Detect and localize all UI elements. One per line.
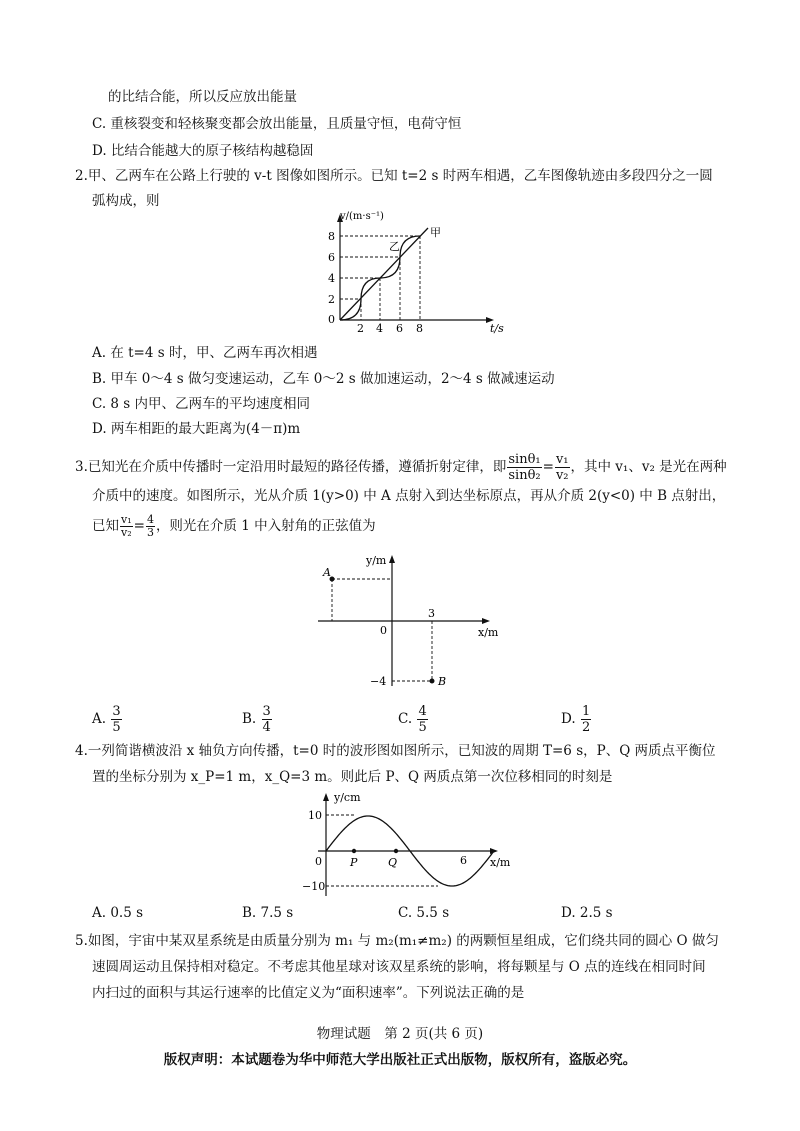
q2-stem-line2: 弧构成，则 (92, 193, 160, 209)
q2-xtick-6: 6 (396, 322, 403, 335)
q3-sin-fraction (507, 452, 541, 483)
q4-ylabel: y/cm (334, 791, 361, 804)
q3-stem-line2: 介质中的速度。如图所示，光从介质 1(y>0) 中 A 点射入到达坐标原点，再从介质 2(y<0) 中 B 点射出， (92, 488, 726, 504)
q2-xtick-2: 2 (357, 322, 364, 335)
q3-label-b: B (438, 675, 447, 688)
q4-number: 4. (75, 743, 88, 759)
q3-y-arrow (389, 555, 395, 563)
q4-x6: 6 (460, 854, 467, 867)
q2-label-yi: 乙 (389, 240, 400, 253)
q3-ratio-value (146, 514, 155, 539)
q2-option-d: D. 两车相距的最大距离为(4－π)m (92, 421, 301, 437)
q3-opt-a-frac (111, 704, 121, 735)
q3-opt-c-den: 5 (418, 720, 427, 735)
q3-opt-c-num: 4 (418, 704, 427, 719)
q3-stem-line1 (75, 452, 727, 483)
q2-option-c: C. 8 s 内甲、乙两车的平均速度相同 (92, 396, 311, 412)
q2-ytick-8: 8 (328, 230, 335, 243)
q3-ratio-den: 3 (146, 526, 154, 539)
q3-opt-b-letter: B. (242, 711, 257, 727)
q2-vt-figure (300, 210, 520, 335)
q2-ylabel: v/(m·s⁻¹) (340, 211, 384, 222)
q4-wave-figure (298, 788, 528, 900)
q5-number: 5. (75, 933, 88, 949)
q3-sin2: sinθ₂ (508, 468, 541, 483)
q4-point-p (352, 849, 356, 853)
q3-v2: v₂ (555, 468, 569, 483)
q2-xtick-8: 8 (416, 322, 423, 335)
q3-stem1b: ，其中 v₁、v₂ 是光在两种 (570, 459, 727, 475)
q2-xtick-4: 4 (376, 322, 383, 335)
q4-stem-line2: 置的坐标分别为 x_P=1 m，x_Q=3 m。则此后 P、Q 两质点第一次位移相同的时刻是 (92, 769, 613, 785)
q3-opt-d-den: 2 (581, 720, 591, 735)
q3-opt-b-frac (262, 704, 272, 735)
q4-stem-line1 (75, 742, 716, 760)
q3-label-a: A (323, 566, 331, 579)
q4-option-c: C. 5.5 s (398, 905, 450, 921)
q3-point-b (430, 679, 435, 684)
q2-xlabel: t/s (490, 322, 504, 335)
q2-ytick-4: 4 (328, 272, 335, 285)
q3-x3: 3 (428, 607, 435, 620)
q4-option-b: B. 7.5 s (242, 905, 294, 921)
q3-option-a (92, 704, 123, 735)
q3-ylabel: y/m (366, 554, 387, 567)
q1-option-d: D. 比结合能越大的原子核结构越稳固 (92, 143, 314, 159)
q3-ratio-num: 4 (146, 513, 154, 526)
q5-stem1: 如图，宇宙中某双星系统是由质量分别为 m₁ 与 m₂(m₁≠m₂) 的两颗恒星组成，它们绕共同的圆心 O 做匀 (87, 933, 719, 949)
q1-continuation: 的比结合能，所以反应放出能量 (108, 89, 297, 105)
q4-stem1: 一列简谐横波沿 x 轴负方向传播，t=0 时的波形图如图所示，已知波的周期 T=6 s，P、Q 两质点平衡位 (87, 743, 716, 759)
q3-opt-c-frac (417, 704, 427, 735)
q3-ym4: −4 (370, 675, 387, 688)
copyright-notice: 版权声明：本试题卷为华中师范大学出版社正式出版物，版权所有，盗版必究。 (163, 1052, 637, 1068)
q3-opt-a-den: 5 (112, 720, 121, 735)
q3-refraction-figure (310, 550, 520, 690)
q4-ym10: −10 (302, 880, 326, 893)
q2-origin: 0 (328, 313, 335, 326)
q2-option-b: B. 甲车 0～4 s 做匀变速运动，乙车 0～2 s 做加速运动，2～4 s 做减速运动 (92, 371, 555, 387)
q3-opt-c-letter: C. (398, 711, 413, 727)
q2-stem1: 甲、乙两车在公路上行驶的 v-t 图像如图所示。已知 t=2 s 时两车相遇，乙车图像轨迹由多段四分之一圆 (87, 168, 713, 184)
q3-stem3b: ，则光在介质 1 中入射角的正弦值为 (155, 518, 376, 534)
q3-stem1a: 已知光在介质中传播时一定沿用时最短的路径传播，遵循折射定律，即 (87, 459, 507, 475)
q3-opt-d-frac (581, 704, 591, 735)
q3-ratio-fraction (120, 514, 133, 539)
q2-line-jia (340, 228, 428, 320)
q5-stem-line1 (75, 932, 719, 950)
q4-xlabel: x/m (490, 856, 511, 869)
q3-opt-d-num: 1 (581, 704, 591, 719)
q3-xlabel: x/m (478, 626, 499, 639)
q3-opt-b-den: 4 (262, 720, 271, 735)
q4-option-a: A. 0.5 s (92, 905, 144, 921)
q3-option-d (561, 704, 592, 735)
q3-stem-line3: 已知 $\frac{\text{v₁}}{\text{v₂}}$ = $\frac{4}{3}$ ，则光在介质 1 中入射角的正弦值为 (92, 513, 376, 539)
q3-equals: = (542, 459, 554, 475)
q3-opt-b-num: 3 (262, 704, 271, 719)
q3-v1: v₁ (555, 452, 569, 467)
q3-opt-a-letter: A. (92, 711, 107, 727)
q4-point-q (394, 849, 398, 853)
q3-stem3a: 已知 (92, 518, 119, 534)
q2-ytick-2: 2 (328, 293, 335, 306)
q3-option-b (242, 704, 273, 735)
q3-ratio-v1: v₁ (121, 513, 132, 526)
q3-v-fraction (555, 452, 570, 483)
q2-number: 2. (75, 168, 88, 184)
q3-opt-a-num: 3 (112, 704, 121, 719)
q5-stem-line3: 内扫过的面积与其运行速率的比值定义为“面积速率”。下列说法正确的是 (92, 985, 525, 1001)
q3-option-c (398, 704, 429, 735)
q4-y-arrow (323, 793, 329, 801)
q3-x-arrow (482, 618, 490, 624)
q3-opt-d-letter: D. (561, 711, 576, 727)
q5-stem-line2: 速圆周运动且保持相对稳定。不考虑其他星球对该双星系统的影响，将每颗星与 O 点的连线在相同时间 (92, 959, 706, 975)
q3-origin: 0 (380, 624, 387, 637)
q2-option-a: A. 在 t=4 s 时，甲、乙两车再次相遇 (92, 345, 318, 361)
q3-number: 3. (75, 459, 88, 475)
q2-stem-line1 (75, 167, 713, 185)
q3-ratio-v2: v₂ (121, 526, 132, 539)
q4-y10: 10 (308, 809, 322, 822)
q2-ytick-6: 6 (328, 251, 335, 264)
page-footer: 物理试题 第 2 页(共 6 页) (316, 1026, 484, 1042)
q4-option-d: D. 2.5 s (561, 905, 613, 921)
q4-label-p: P (350, 856, 358, 869)
q4-origin: 0 (315, 855, 322, 868)
q1-option-c: C. 重核裂变和轻核聚变都会放出能量，且质量守恒，电荷守恒 (92, 116, 462, 132)
q4-label-q: Q (388, 856, 398, 869)
q2-label-jia: 甲 (430, 226, 441, 239)
q3-sin1: sinθ₁ (508, 452, 541, 467)
